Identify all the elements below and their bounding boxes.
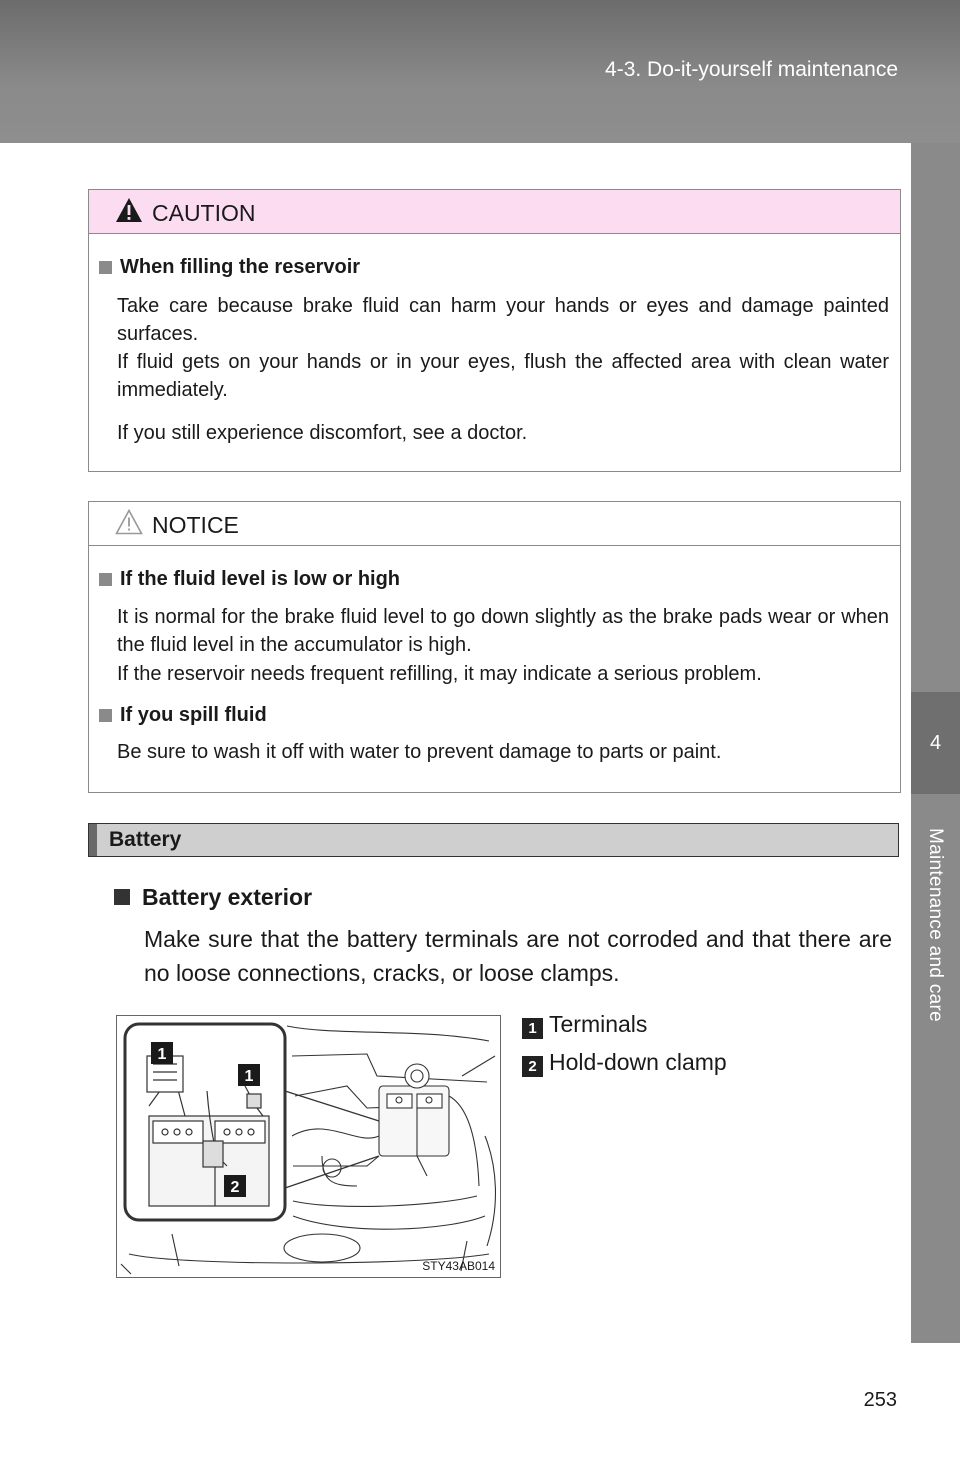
square-bullet-icon bbox=[99, 573, 112, 586]
legend-label: Terminals bbox=[549, 1011, 648, 1037]
battery-instructions: Make sure that the battery terminals are not corroded and that there are no loose connections, cracks, or loose clamps. bbox=[144, 926, 892, 986]
chapter-number: 4 bbox=[911, 692, 960, 794]
square-bullet-icon bbox=[114, 889, 130, 905]
caution-subheading bbox=[99, 256, 360, 279]
caution-paragraph: If you still experience discomfort, see a doctor. bbox=[117, 422, 528, 444]
notice-paragraph: If the reservoir needs frequent refilling, it may indicate a serious problem. bbox=[117, 663, 762, 685]
legend-item-terminals bbox=[522, 1011, 647, 1039]
legend-item-clamp bbox=[522, 1049, 727, 1077]
warning-outline-icon bbox=[115, 509, 143, 535]
caution-box bbox=[88, 189, 901, 472]
square-bullet-icon bbox=[99, 709, 112, 722]
subsection-heading bbox=[114, 884, 312, 911]
callout-number-badge: 2 bbox=[522, 1056, 543, 1077]
callout-2-number: 2 bbox=[230, 1179, 240, 1196]
notice-paragraph: Be sure to wash it off with water to prevent damage to parts or paint. bbox=[117, 741, 722, 763]
caution-header bbox=[89, 190, 900, 234]
page-header bbox=[0, 0, 960, 143]
callout-1-number: 1 bbox=[244, 1068, 254, 1085]
figure-code: STY43AB014 bbox=[422, 1259, 495, 1273]
chapter-label: Maintenance and care bbox=[925, 827, 946, 1023]
callout-number-badge: 1 bbox=[522, 1018, 543, 1039]
caution-subheading-text: When filling the reservoir bbox=[120, 256, 361, 278]
caution-paragraph: Take care because brake fluid can harm your hands or eyes and damage painted surfaces. bbox=[117, 295, 889, 345]
subsection-heading-text: Battery exterior bbox=[142, 884, 313, 910]
notice-subheading-text: If the fluid level is low or high bbox=[120, 568, 401, 590]
callout-1-number: 1 bbox=[157, 1046, 167, 1063]
notice-subheading bbox=[99, 704, 267, 727]
section-bar-title: Battery bbox=[109, 828, 182, 851]
notice-subheading bbox=[99, 568, 400, 591]
caution-paragraph: If fluid gets on your hands or in your eyes, flush the affected area with clean water immediately. bbox=[117, 351, 889, 401]
notice-box bbox=[88, 501, 901, 793]
legend-label: Hold-down clamp bbox=[549, 1049, 727, 1075]
notice-subheading-text: If you spill fluid bbox=[120, 704, 267, 726]
warning-icon bbox=[115, 197, 143, 223]
battery-illustration bbox=[116, 1015, 501, 1278]
notice-header bbox=[89, 502, 900, 546]
section-title: 4-3. Do-it-yourself maintenance bbox=[605, 58, 898, 81]
square-bullet-icon bbox=[99, 261, 112, 274]
notice-paragraph: It is normal for the brake fluid level to go down slightly as the brake pads wear or when the fluid level in the accumulator is high. bbox=[117, 606, 889, 656]
caution-title: CAUTION bbox=[152, 200, 256, 226]
notice-title: NOTICE bbox=[152, 512, 239, 538]
page-number: 253 bbox=[863, 1389, 897, 1411]
section-bar bbox=[88, 823, 899, 857]
engine-bay-drawing bbox=[117, 1016, 500, 1277]
